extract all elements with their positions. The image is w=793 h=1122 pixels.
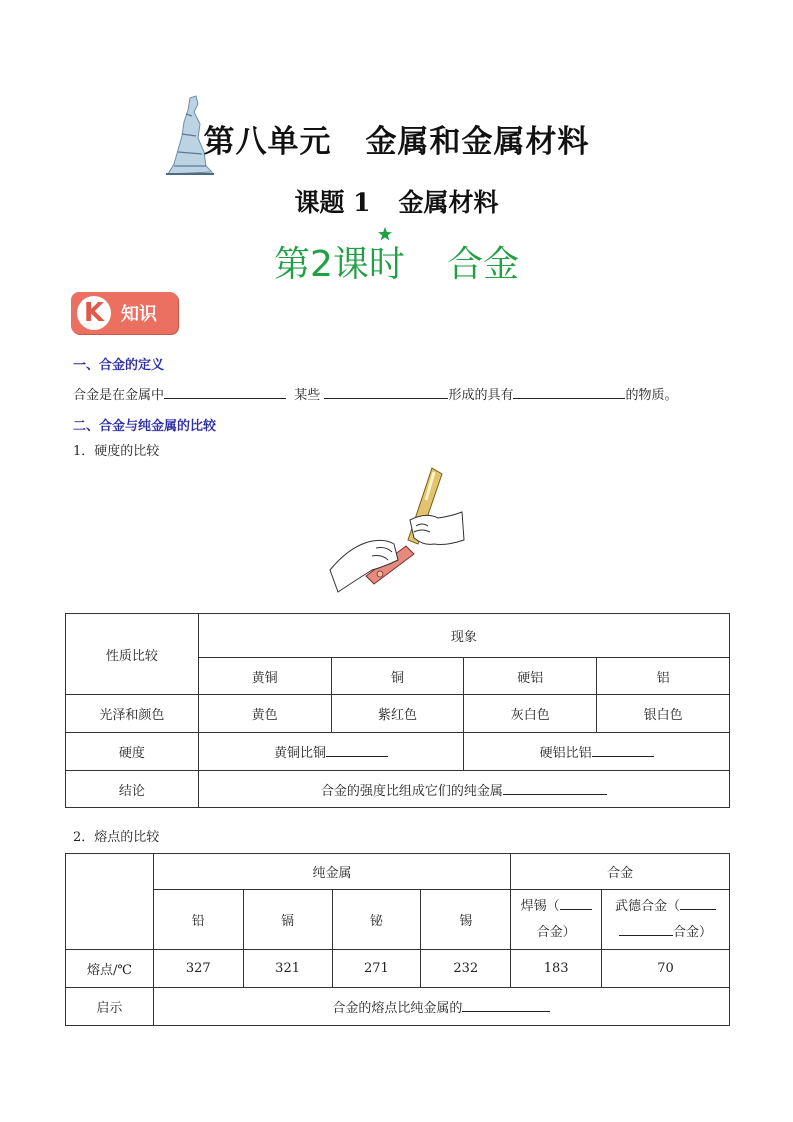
cell-mp-bismuth: 271 <box>332 950 421 988</box>
cell-color-brass: 黄色 <box>198 695 331 733</box>
hardness-brass-text: 黄铜比铜 <box>274 746 327 761</box>
hardness-duralumin-text: 硬铝比铝 <box>539 746 592 761</box>
cell-mp-woods: 70 <box>602 950 730 988</box>
column-aluminum: 铝 <box>597 658 730 695</box>
cell-hint <box>153 988 729 1026</box>
cell-mp-cadmium: 321 <box>243 950 332 988</box>
blank-1[interactable] <box>164 386 286 399</box>
woods-blank-2[interactable] <box>619 923 673 936</box>
page-subtitle: 课题 1 金属材料 <box>294 188 499 217</box>
hardness-duralumin-blank[interactable] <box>592 744 654 757</box>
header-phenomenon: 现象 <box>198 614 729 658</box>
column-brass: 黄铜 <box>198 658 331 695</box>
woods-blank-1[interactable] <box>680 897 716 910</box>
blank-3[interactable] <box>513 386 625 399</box>
cell-color-aluminum: 银白色 <box>597 695 730 733</box>
page-title: 第八单元 金属和金属材料 <box>203 124 590 160</box>
column-lead: 铅 <box>153 890 243 950</box>
row-label-hardness: 硬度 <box>66 733 199 771</box>
column-duralumin: 硬铝 <box>464 658 597 695</box>
cell-hardness-brass <box>198 733 464 771</box>
cell-conclusion <box>198 771 729 808</box>
subheading-hardness: 1．硬度的比较 <box>73 444 160 459</box>
row-label-melting-point: 熔点/℃ <box>66 950 154 988</box>
hardness-experiment-image <box>328 466 466 596</box>
hardness-table <box>65 613 730 808</box>
definition-text-4: 的物质。 <box>625 388 678 403</box>
knowledge-badge <box>71 292 178 334</box>
cell-color-duralumin: 灰白色 <box>464 695 597 733</box>
cell-color-copper: 紫红色 <box>331 695 464 733</box>
header-property: 性质比较 <box>66 614 199 695</box>
solder-blank[interactable] <box>560 897 592 910</box>
section-heading-definition: 一、合金的定义 <box>73 358 165 373</box>
column-tin: 锡 <box>421 890 511 950</box>
header-alloys: 合金 <box>511 854 730 890</box>
row-label-hint: 启示 <box>66 988 154 1026</box>
woods-label-start: 武德合金（ <box>615 898 681 914</box>
definition-text-3: 形成的具有 <box>448 388 514 403</box>
definition-text-2: 某些 <box>294 388 321 403</box>
cell-mp-tin: 232 <box>421 950 511 988</box>
conclusion-blank[interactable] <box>503 782 607 795</box>
badge-k-icon: K <box>77 296 111 330</box>
row-label-color: 光泽和颜色 <box>66 695 199 733</box>
badge-label: 知识 <box>121 304 157 325</box>
cell-mp-lead: 327 <box>153 950 243 988</box>
lesson-title: 第2课时 合金 <box>274 244 519 285</box>
column-cadmium: 镉 <box>243 890 332 950</box>
header-empty <box>66 854 154 950</box>
solder-label-start: 焊锡（ <box>520 898 560 914</box>
hint-blank[interactable] <box>462 999 550 1012</box>
column-bismuth: 铋 <box>332 890 421 950</box>
row-label-conclusion: 结论 <box>66 771 199 808</box>
solder-label-end: 合金） <box>536 924 576 940</box>
cell-hardness-duralumin <box>464 733 730 771</box>
column-woods-metal <box>602 890 730 950</box>
header-pure-metals: 纯金属 <box>153 854 510 890</box>
hint-text: 合金的熔点比纯金属的 <box>332 1001 463 1016</box>
subheading-melting-point: 2．熔点的比较 <box>73 830 160 845</box>
woods-label-end: 合金） <box>673 924 713 940</box>
melting-point-table <box>65 853 730 1026</box>
definition-text-1: 合金是在金属中 <box>73 388 165 403</box>
hardness-brass-blank[interactable] <box>326 744 388 757</box>
section-heading-comparison: 二、合金与纯金属的比较 <box>73 419 217 434</box>
conclusion-text: 合金的强度比组成它们的纯金属 <box>320 783 503 799</box>
column-solder <box>511 890 602 950</box>
definition-sentence <box>73 384 677 403</box>
column-copper: 铜 <box>331 658 464 695</box>
blank-2[interactable] <box>324 386 448 399</box>
cell-mp-solder: 183 <box>511 950 602 988</box>
star-icon <box>378 227 392 241</box>
